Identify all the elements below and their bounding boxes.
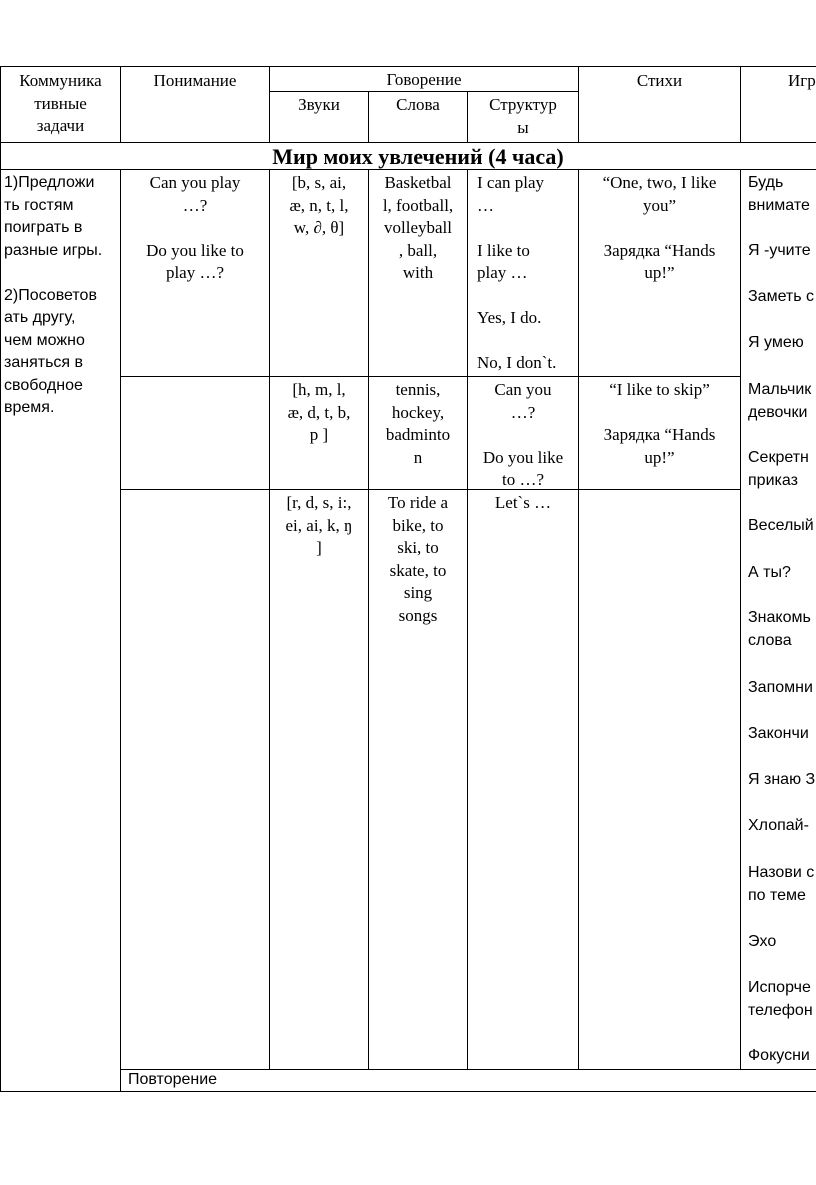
game-item: Веселый <box>748 517 814 534</box>
game-item: Назови с по теме <box>748 864 815 904</box>
game-item: А ты? <box>748 564 791 581</box>
row1-understanding: Can you play …? Do you like to play …? <box>146 173 244 282</box>
row1-words: Basketbal l, football, volleyball , ball, with <box>382 173 454 282</box>
game-item: Я -учите <box>748 242 811 259</box>
row3-sounds: [r, d, s, i:, ei, ai, k, ŋ ] <box>285 493 353 557</box>
tasks-cell: 1)Предложи ть гостям поиграть в разные игры. 2)Посоветов ать другу, чем можно заняться в свободное время. <box>4 174 103 416</box>
game-item: Хлопай- <box>748 817 809 834</box>
game-item: Мальчик девочки <box>748 381 812 421</box>
row3-structures: Let`s … <box>494 493 552 512</box>
col-line-left <box>0 66 1 1091</box>
header-structures: Структур ы <box>489 95 557 137</box>
rule-bottom <box>0 1091 816 1092</box>
row2-poems: “I like to skip” Зарядка “Hands up!” <box>603 380 716 467</box>
rule-header-bottom <box>0 142 816 143</box>
game-item: Эхо <box>748 933 777 950</box>
header-understanding: Понимание <box>153 71 237 90</box>
col-line-6 <box>740 66 741 142</box>
header-games: Игр <box>788 71 816 90</box>
row2-structures: Can you …? Do you like to …? <box>482 380 564 489</box>
col-line-6b <box>740 169 741 1069</box>
col-line-5b <box>578 169 579 1069</box>
game-item: Заметь с <box>748 288 815 305</box>
game-item: Испорче телефон <box>748 979 813 1019</box>
game-item: Будь внимате <box>748 174 810 214</box>
row3-words: To ride a bike, to ski, to skate, to sing songs <box>387 493 449 625</box>
game-item: Закончи <box>748 725 809 742</box>
game-item: Я знаю З <box>748 771 816 788</box>
review-label: Повторение <box>128 1071 218 1088</box>
game-item: Секретн приказ <box>748 449 809 489</box>
rule-top <box>0 66 816 67</box>
row2-words: tennis, hockey, badminto n <box>385 380 451 467</box>
row2-sounds: [h, m, l, æ, d, t, b, p ] <box>287 380 351 444</box>
section-title: Мир моих увлечений (4 часа) <box>272 144 564 169</box>
col-line-2b <box>269 169 270 1069</box>
game-item: Знакомь слова <box>748 609 811 649</box>
header-words: Слова <box>396 95 440 114</box>
row1-sounds: [b, s, ai, æ, n, t, l, w, ∂, θ] <box>289 173 349 237</box>
row1-structures: I can play … I like to play … Yes, I do. No, I don`t. <box>477 173 557 372</box>
game-item: Фокусни <box>748 1047 810 1064</box>
row1-poems: “One, two, I like you” Зарядка “Hands up!” <box>602 173 717 282</box>
header-sounds: Звуки <box>298 95 340 114</box>
rule-row2-bottom <box>120 489 741 490</box>
header-speaking: Говорение <box>386 70 462 89</box>
rule-row3-bottom <box>120 1069 816 1070</box>
rule-row1-bottom <box>120 376 741 377</box>
col-line-1b <box>120 169 121 1091</box>
col-line-4b <box>467 169 468 1069</box>
game-item: Я умею <box>748 334 804 351</box>
header-poems: Стихи <box>636 71 683 90</box>
header-comm: Коммуника тивные задачи <box>19 71 102 135</box>
game-item: Запомни <box>748 679 813 696</box>
